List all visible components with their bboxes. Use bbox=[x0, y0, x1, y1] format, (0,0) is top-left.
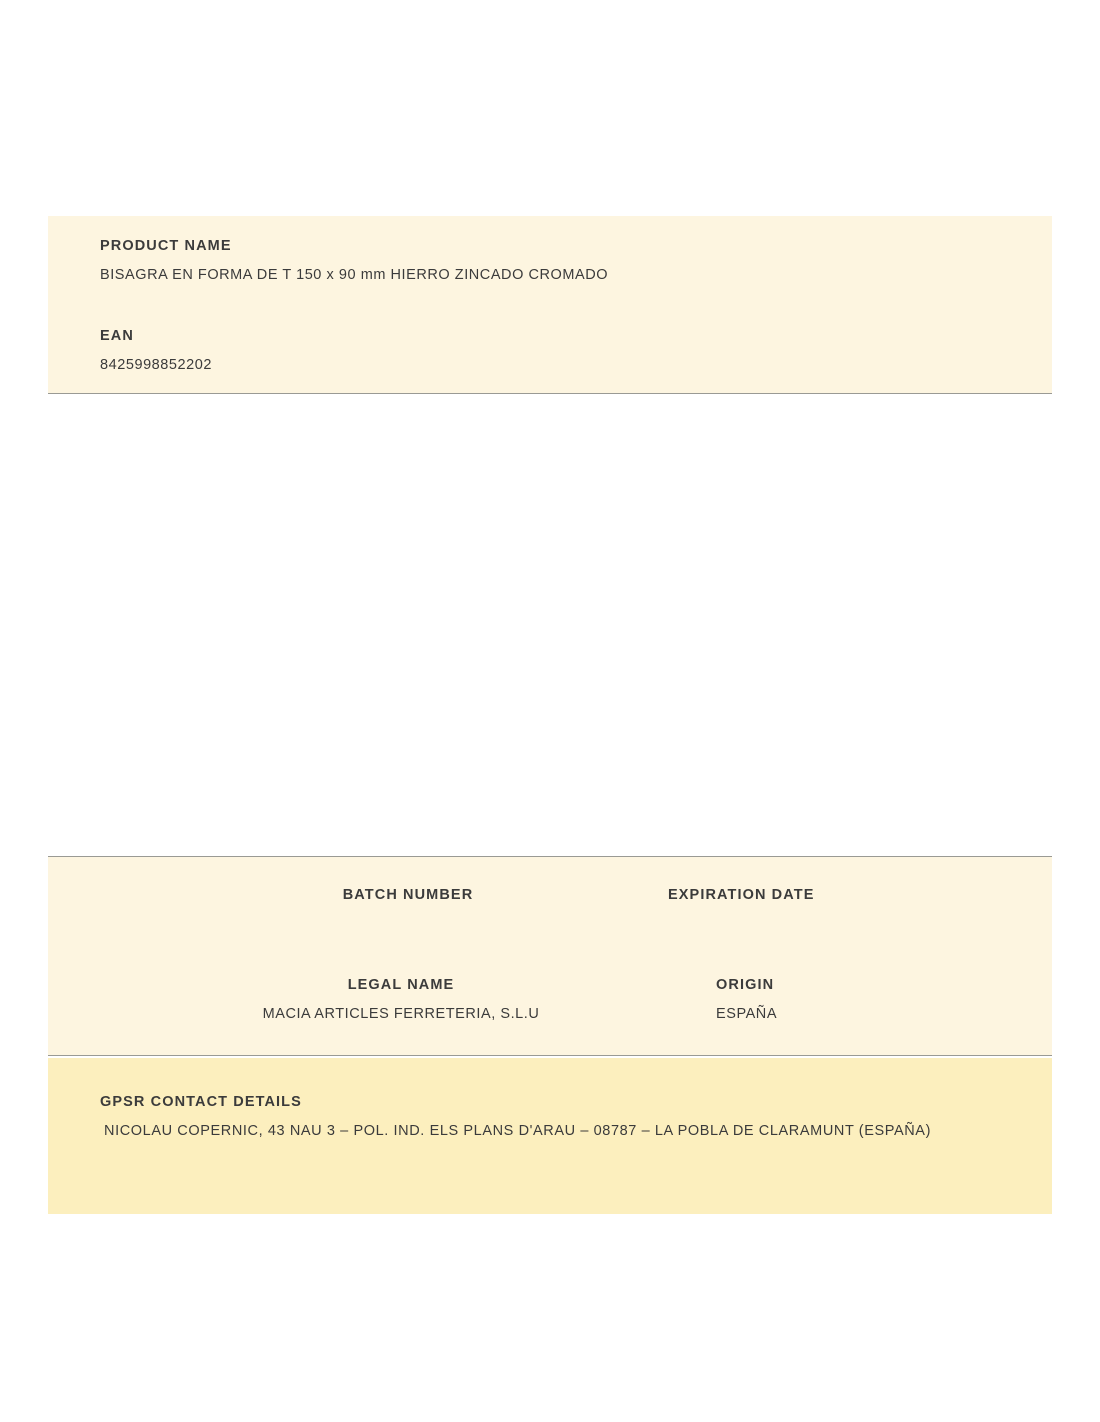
origin-label: ORIGIN bbox=[716, 977, 775, 993]
product-name-value: BISAGRA EN FORMA DE T 150 x 90 mm HIERRO ZINCADO CROMADO bbox=[100, 267, 609, 283]
ean-value: 8425998852202 bbox=[100, 357, 212, 373]
gpsr-contact-details-value: NICOLAU COPERNIC, 43 NAU 3 – POL. IND. ELS PLANS D'ARAU – 08787 – LA POBLA DE CLARAMUNT (ESPAÑA) bbox=[104, 1123, 931, 1139]
legal-name-label: LEGAL NAME bbox=[347, 977, 455, 993]
batch-legal-block bbox=[48, 856, 1052, 1056]
origin-value: ESPAÑA bbox=[716, 1006, 778, 1022]
expiration-date-label: EXPIRATION DATE bbox=[668, 887, 815, 903]
gpsr-contact-details-label: GPSR CONTACT DETAILS bbox=[100, 1094, 302, 1110]
blank-region bbox=[48, 394, 1052, 856]
legal-name-value: MACIA ARTICLES FERRETERIA, S.L.U bbox=[262, 1006, 540, 1022]
ean-label: EAN bbox=[100, 328, 134, 344]
product-info-block bbox=[48, 216, 1052, 394]
gpsr-contact-block bbox=[48, 1058, 1052, 1214]
product-name-label: PRODUCT NAME bbox=[100, 238, 232, 254]
batch-number-label: BATCH NUMBER bbox=[342, 887, 474, 903]
